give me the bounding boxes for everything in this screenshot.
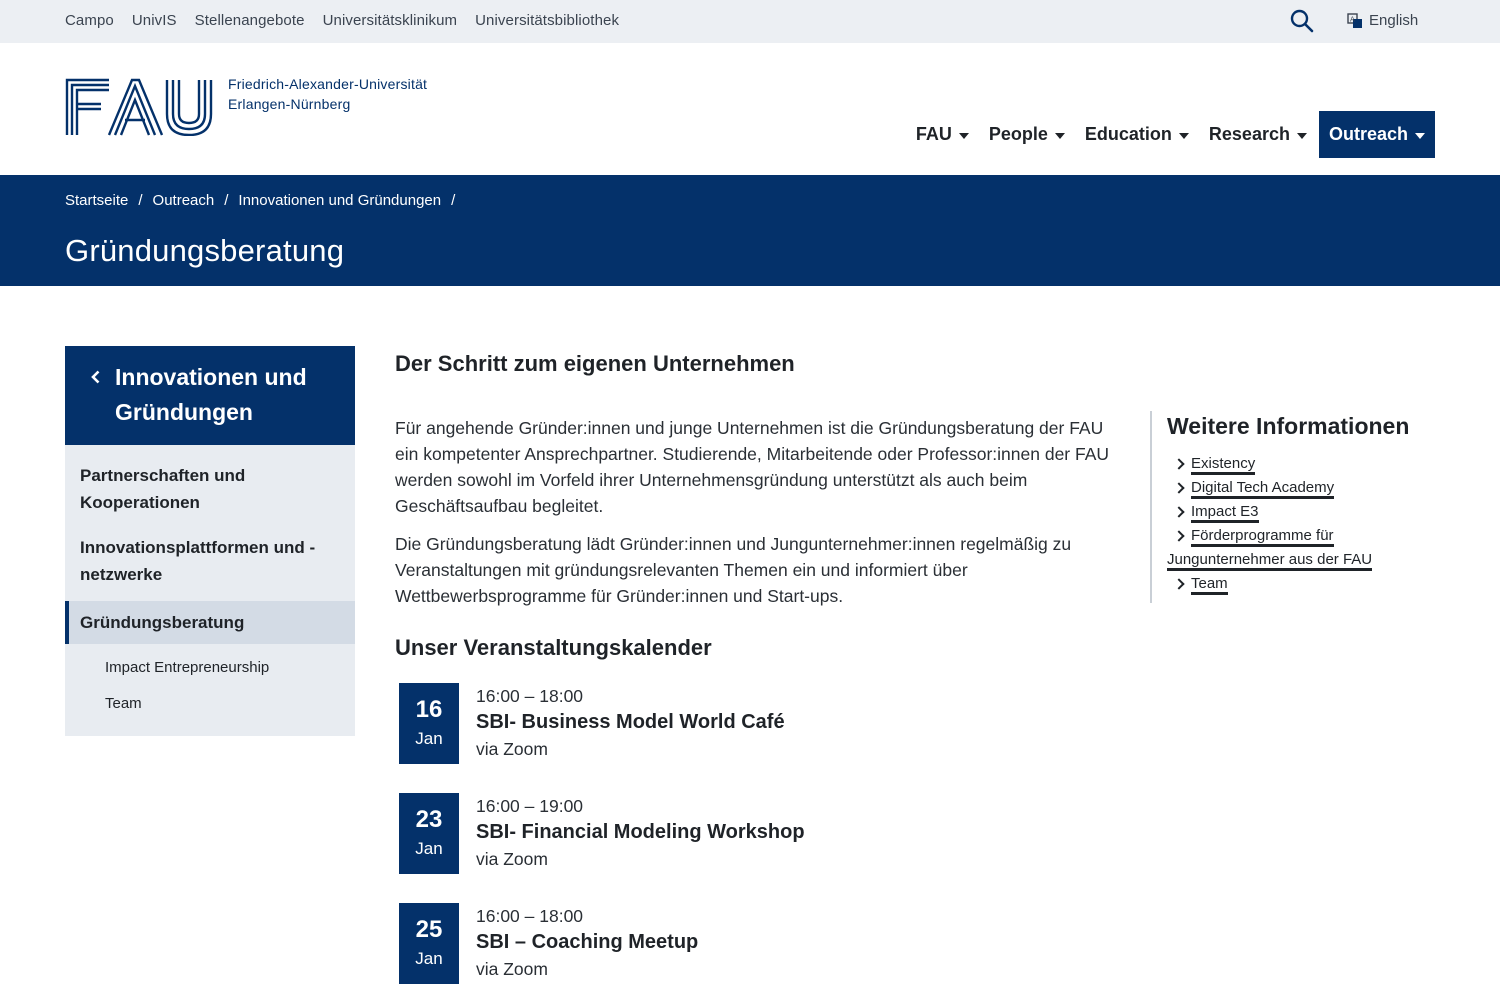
list-item bbox=[1167, 524, 1440, 572]
chevron-right-icon bbox=[1173, 578, 1184, 589]
event-details bbox=[476, 793, 805, 903]
main-content bbox=[395, 346, 1125, 1000]
event-time: 16:00 – 18:00 bbox=[476, 906, 584, 926]
site-header bbox=[0, 43, 1500, 175]
chevron-right-icon bbox=[1173, 482, 1184, 493]
link-funding-programs[interactable]: Förderprogramme für Jungunternehmer aus der FAU bbox=[1167, 527, 1372, 571]
event-title-link[interactable]: SBI- Financial Modeling Workshop bbox=[476, 821, 805, 843]
event-location: via Zoom bbox=[476, 849, 548, 869]
chevron-right-icon bbox=[1173, 530, 1184, 541]
intro-paragraph: Für angehende Gründer:innen und junge Unternehmen ist die Gründungsberatung der FAU ein kompetenter Ansprechpartner. Studierende, Mitarbeitende oder Professor:innen der FAU werden sowohl im Vorfeld ihrer Unternehmensgründung unterstützt als auch beim Geschäftsaufbau begleitet. bbox=[395, 418, 1110, 516]
language-label: English bbox=[1369, 12, 1419, 29]
event-title-link[interactable]: SBI- Business Model World Café bbox=[476, 711, 785, 733]
language-switch[interactable] bbox=[1347, 12, 1418, 29]
svg-text:A: A bbox=[1350, 15, 1355, 23]
translate-icon bbox=[1347, 13, 1363, 29]
event-date-badge[interactable] bbox=[399, 683, 459, 764]
university-name-line2: Erlangen-Nürnberg bbox=[228, 96, 351, 112]
list-item bbox=[1167, 500, 1440, 524]
nav-item-education[interactable] bbox=[1075, 111, 1199, 158]
further-info-heading: Weitere Informationen bbox=[1167, 413, 1410, 439]
breadcrumb-separator: / bbox=[451, 192, 456, 209]
utility-links bbox=[65, 12, 619, 29]
utility-bar bbox=[0, 0, 1500, 43]
utility-link-library[interactable]: Universitätsbibliothek bbox=[475, 12, 620, 29]
caret-down-icon bbox=[1297, 133, 1307, 139]
breadcrumb-innovation[interactable]: Innovationen und Gründungen bbox=[238, 192, 442, 209]
utility-link-clinic[interactable]: Universitätsklinikum bbox=[322, 12, 458, 29]
fau-logo[interactable] bbox=[65, 78, 215, 136]
sidebar-subitem-team[interactable]: Team bbox=[105, 695, 142, 712]
main-navigation bbox=[906, 111, 1435, 158]
breadcrumb-outreach[interactable]: Outreach bbox=[152, 192, 215, 209]
caret-down-icon bbox=[1179, 133, 1189, 139]
sidebar-list bbox=[65, 445, 355, 736]
nav-label-research: Research bbox=[1208, 124, 1290, 144]
sidebar-parent-title: Innovationen und Gründungen bbox=[115, 364, 307, 425]
utility-link-univis[interactable]: UnivIS bbox=[131, 12, 177, 29]
nav-label-outreach: Outreach bbox=[1328, 124, 1408, 144]
chevron-right-icon bbox=[1173, 458, 1184, 469]
event-month: Jan bbox=[415, 729, 443, 748]
event-location: via Zoom bbox=[476, 959, 548, 979]
list-item bbox=[1167, 572, 1440, 596]
event-day: 16 bbox=[415, 696, 443, 723]
event-month: Jan bbox=[415, 949, 443, 968]
breadcrumb-separator: / bbox=[224, 192, 229, 209]
event-location: via Zoom bbox=[476, 739, 548, 759]
further-info-box bbox=[1150, 411, 1440, 603]
breadcrumb-home[interactable]: Startseite bbox=[65, 192, 129, 209]
nav-label-fau: FAU bbox=[915, 124, 952, 144]
link-existency[interactable]: Existency bbox=[1191, 455, 1255, 475]
caret-down-icon bbox=[1415, 133, 1425, 139]
nav-label-education: Education bbox=[1084, 124, 1172, 144]
event-title-link[interactable]: SBI – Coaching Meetup bbox=[476, 931, 699, 953]
event-time: 16:00 – 19:00 bbox=[476, 796, 584, 816]
utility-link-jobs[interactable]: Stellenangebote bbox=[194, 12, 305, 29]
further-info-links bbox=[1167, 452, 1440, 596]
list-item bbox=[1167, 476, 1440, 500]
event-time: 16:00 – 18:00 bbox=[476, 686, 584, 706]
section-sidebar bbox=[65, 346, 355, 736]
content-heading: Der Schritt zum eigenen Unternehmen bbox=[395, 351, 795, 376]
events-paragraph: Die Gründungsberatung lädt Gründer:innen und Jungunternehmer:innen regelmäßig zu Veranstaltungen mit gründungsrelevanten Themen ein und informiert über Wettbewerbsprogramme für Gründer:innen und Start-ups. bbox=[395, 534, 1072, 606]
chevron-right-icon bbox=[1173, 506, 1184, 517]
event-item bbox=[395, 903, 1125, 1000]
nav-item-fau[interactable] bbox=[906, 111, 979, 158]
list-item bbox=[1167, 452, 1440, 476]
calendar-heading: Unser Veranstaltungskalender bbox=[395, 635, 712, 660]
event-details bbox=[476, 683, 785, 793]
nav-label-people: People bbox=[988, 124, 1048, 144]
breadcrumb bbox=[65, 192, 465, 209]
page-hero bbox=[0, 175, 1500, 286]
nav-item-outreach[interactable] bbox=[1319, 111, 1435, 158]
sidebar-subitem-impact-entrepreneurship[interactable]: Impact Entrepreneurship bbox=[105, 659, 270, 676]
event-item bbox=[395, 793, 1125, 903]
link-impact-e3[interactable]: Impact E3 bbox=[1191, 503, 1259, 523]
sidebar-item-partnerships[interactable]: Partnerschaften und Kooperationen bbox=[80, 466, 246, 512]
event-month: Jan bbox=[415, 839, 443, 858]
event-date-badge[interactable] bbox=[399, 793, 459, 874]
university-name-line1: Friedrich-Alexander-Universität bbox=[228, 76, 428, 92]
nav-item-people[interactable] bbox=[979, 111, 1075, 158]
link-team[interactable]: Team bbox=[1191, 575, 1228, 595]
search-button[interactable] bbox=[1289, 8, 1315, 34]
event-day: 23 bbox=[415, 806, 443, 833]
caret-down-icon bbox=[959, 133, 969, 139]
event-date-badge[interactable] bbox=[399, 903, 459, 984]
event-details bbox=[476, 903, 698, 1000]
event-day: 25 bbox=[415, 916, 443, 943]
sidebar-item-founding-advice[interactable]: Gründungsberatung bbox=[65, 601, 355, 644]
page-title: Gründungsberatung bbox=[65, 233, 345, 268]
utility-link-campo[interactable]: Campo bbox=[65, 12, 114, 29]
nav-item-research[interactable] bbox=[1199, 111, 1317, 158]
chevron-left-icon bbox=[89, 370, 103, 384]
event-list bbox=[395, 683, 1125, 1000]
sidebar-parent-link[interactable] bbox=[65, 346, 355, 445]
university-name[interactable] bbox=[228, 74, 427, 114]
sidebar-item-innovation-platforms[interactable]: Innovationsplattformen und -netzwerke bbox=[80, 538, 316, 584]
search-icon bbox=[1289, 8, 1315, 34]
event-item bbox=[395, 683, 1125, 793]
breadcrumb-separator: / bbox=[138, 192, 143, 209]
caret-down-icon bbox=[1055, 133, 1065, 139]
link-digital-tech-academy[interactable]: Digital Tech Academy bbox=[1191, 479, 1334, 499]
